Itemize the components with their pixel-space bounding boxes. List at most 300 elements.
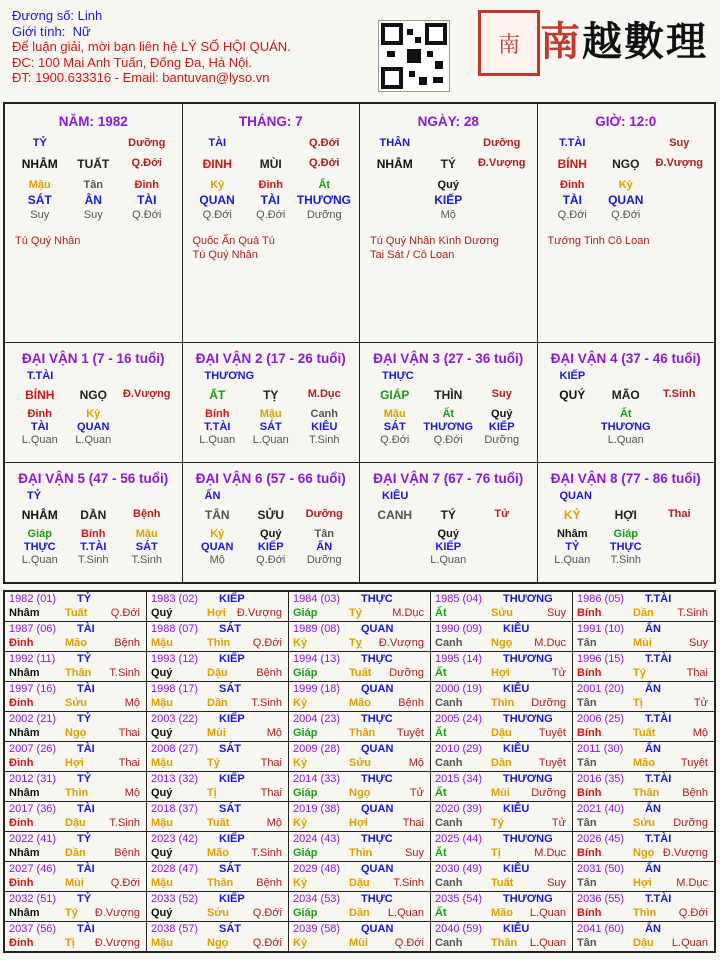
year-branch: Sửu xyxy=(65,697,88,709)
year-star: THỰC xyxy=(361,593,393,605)
pillar-hidden-star xyxy=(183,193,360,207)
pillar-hidden-item: Ất xyxy=(318,179,331,191)
year-star: TỶ xyxy=(77,893,92,905)
dai-van-hidden-item: Ất xyxy=(442,408,455,420)
dai-van-star: THỰC xyxy=(382,370,414,382)
dai-van-star: KIẾP xyxy=(559,370,586,382)
yearly-table xyxy=(3,590,716,953)
pillar-hidden-star-item xyxy=(653,193,707,207)
year-star: QUAN xyxy=(361,743,394,755)
dai-van-hidden-item: Nhâm xyxy=(556,528,588,540)
pillar-main-item: Q.Đới xyxy=(131,157,162,169)
year-phase: Mộ xyxy=(266,727,282,739)
year-branch: Tị xyxy=(633,697,643,709)
year-cell xyxy=(289,892,431,921)
year-star: KIẾP xyxy=(219,593,245,605)
year-stem: Nhâm xyxy=(9,847,40,859)
year-branch: Dần xyxy=(349,907,370,919)
dai-van-main-item: Bệnh xyxy=(133,508,161,520)
dai-van-hidden xyxy=(183,408,360,420)
year-star: THỰC xyxy=(361,653,393,665)
year-phase: Đ.Vượng xyxy=(662,847,708,859)
pillar-hidden-star-item: TÀI xyxy=(260,193,280,207)
dai-van-main-item: NGỌ xyxy=(79,388,107,402)
year-star: QUAN xyxy=(361,683,394,695)
year-branch: Tị xyxy=(491,847,501,859)
pillar-top-item: Q.Đới xyxy=(309,137,340,149)
year-star: QUAN xyxy=(361,803,394,815)
year-cell xyxy=(573,832,714,861)
year-label: 1984 (03) xyxy=(293,593,341,605)
phone-email-line: ĐT: 1900.633316 - Email: bantuvan@lyso.vn xyxy=(12,70,270,85)
year-row xyxy=(5,862,714,892)
year-cell xyxy=(147,892,289,921)
year-stem: Nhâm xyxy=(9,787,40,799)
seal-stamp: 南 xyxy=(478,10,540,76)
year-phase: Bệnh xyxy=(114,847,140,859)
year-phase: Bệnh xyxy=(114,637,140,649)
dai-van-main-item: M.Dục xyxy=(307,388,341,400)
dai-van-hidden-item: Bính xyxy=(81,528,106,540)
year-branch: Dần xyxy=(633,607,654,619)
year-cell xyxy=(573,742,714,771)
year-stem: Nhâm xyxy=(9,607,40,619)
year-branch: Tuất xyxy=(65,607,88,619)
dai-van-main xyxy=(538,388,715,402)
dai-van-hidden-item: Giáp xyxy=(613,528,638,540)
year-stem: Quý xyxy=(151,907,173,919)
year-phase: Suy xyxy=(547,877,566,889)
dai-van-hidden-item: Bính xyxy=(205,408,230,420)
year-branch: Thân xyxy=(65,667,92,679)
year-star: SÁT xyxy=(219,623,241,635)
year-label: 2037 (56) xyxy=(9,923,57,935)
year-stem: Mậu xyxy=(151,817,173,829)
pillar-hidden-star-item: TÀI xyxy=(137,193,157,207)
year-cell xyxy=(431,802,573,831)
pillar-main-item: NHÂM xyxy=(21,157,58,171)
year-star: T.TÀI xyxy=(645,713,672,725)
year-branch: Thìn xyxy=(633,907,657,919)
pillar-phase xyxy=(183,209,360,221)
year-label: 1986 (05) xyxy=(577,593,625,605)
year-row xyxy=(5,742,714,772)
year-cell xyxy=(289,592,431,621)
dai-van-hidden-star-item: KIẾP xyxy=(488,421,515,433)
dai-van-hidden-item: Tân xyxy=(314,528,335,540)
year-phase: Tử xyxy=(551,667,566,679)
year-cell xyxy=(431,772,573,801)
year-stem: Bính xyxy=(577,667,602,679)
year-label: 2002 (21) xyxy=(9,713,57,725)
dai-van-cell xyxy=(5,463,183,582)
year-label: 2026 (45) xyxy=(577,833,625,845)
year-stem: Ất xyxy=(435,847,447,859)
pillar-phase xyxy=(5,209,182,221)
pillar-hidden xyxy=(5,179,182,191)
pillar-hidden-star-item xyxy=(368,193,422,207)
year-stem: Quý xyxy=(151,607,173,619)
year-phase: Q.Đới xyxy=(252,937,282,949)
dai-van-main-item: Thai xyxy=(667,508,691,520)
pillars-grid xyxy=(3,102,716,584)
pillar-stars: Tú Quý Nhân xyxy=(15,235,81,247)
year-star: ẤN xyxy=(645,923,661,935)
year-cell xyxy=(431,712,573,741)
dai-van-hidden-star-item: KIẾP xyxy=(257,541,284,553)
dai-van-hidden-item xyxy=(653,528,707,540)
dai-van-title: ĐẠI VẬN 8 (77 - 86 tuổi) xyxy=(550,471,701,486)
year-phase: Q.Đới xyxy=(110,607,140,619)
year-phase: Thai xyxy=(260,787,282,799)
dai-van-title: ĐẠI VẬN 5 (47 - 56 tuổi) xyxy=(18,471,169,486)
year-label: 2038 (57) xyxy=(151,923,199,935)
dai-van-phase xyxy=(183,434,360,446)
year-branch: Hợi xyxy=(65,757,84,769)
dai-van-title: ĐẠI VẬN 1 (7 - 16 tuổi) xyxy=(21,351,165,366)
pillar-hidden-item: Kỷ xyxy=(210,179,225,191)
pillar-phase xyxy=(360,209,537,221)
year-stem: Canh xyxy=(435,937,463,949)
pillar-cell xyxy=(538,104,715,342)
year-label: 2041 (60) xyxy=(577,923,625,935)
dai-van-hidden-star-item: QUAN xyxy=(201,541,234,553)
year-star: TỶ xyxy=(77,773,92,785)
year-stem: Giáp xyxy=(293,607,318,619)
pillar-main xyxy=(538,157,715,171)
pillar-top-item: TÀI xyxy=(208,137,227,149)
year-star: KIÊU xyxy=(503,623,530,635)
year-stem: Bính xyxy=(577,727,602,739)
year-label: 1991 (10) xyxy=(577,623,625,635)
dai-van-main xyxy=(5,388,182,402)
dai-van-hidden-star xyxy=(5,541,182,553)
dai-van-hidden-star xyxy=(360,541,537,553)
year-star: TÀI xyxy=(77,623,95,635)
dai-van-hidden-star xyxy=(183,421,360,433)
pillar-top xyxy=(538,137,715,149)
dai-van-hidden-star-item: THỰC xyxy=(23,541,56,553)
year-branch: Mão xyxy=(349,697,371,709)
year-branch: Thìn xyxy=(207,637,231,649)
year-label: 2031 (50) xyxy=(577,863,625,875)
pillar-phase-item: Suy xyxy=(30,209,50,221)
year-branch: Mùi xyxy=(633,637,652,649)
pillar-hidden-item: Kỷ xyxy=(618,179,633,191)
year-star: QUAN xyxy=(361,863,394,875)
year-phase: L.Quan xyxy=(387,907,424,919)
year-label: 2006 (25) xyxy=(577,713,625,725)
year-branch: Ngọ xyxy=(207,937,229,949)
dai-van-hidden xyxy=(360,408,537,420)
year-stem: Canh xyxy=(435,697,463,709)
year-label: 2007 (26) xyxy=(9,743,57,755)
year-star: KIẾP xyxy=(219,893,245,905)
year-branch: Ngọ xyxy=(65,727,87,739)
year-label: 2010 (29) xyxy=(435,743,483,755)
dai-van-phase-item xyxy=(475,554,529,566)
pillar-main-item: TUẤT xyxy=(77,157,110,171)
year-cell xyxy=(147,712,289,741)
year-stem: Canh xyxy=(435,637,463,649)
year-branch: Tý xyxy=(65,907,78,919)
dai-van-hidden-item xyxy=(546,408,600,420)
year-cell xyxy=(431,892,573,921)
year-stem: Ất xyxy=(435,607,447,619)
year-label: 2034 (53) xyxy=(293,893,341,905)
dai-van-star: T.TÀI xyxy=(27,370,54,382)
dai-van-phase-item: L.Quan xyxy=(252,434,289,446)
year-cell xyxy=(5,892,147,921)
dai-van-main-item: KỶ xyxy=(563,508,581,522)
dai-van-hidden-star-item xyxy=(653,541,707,553)
dai-van-main-item: TÂN xyxy=(204,508,230,522)
year-branch: Thìn xyxy=(491,697,515,709)
dai-van-hidden-item: Mậu xyxy=(135,528,158,540)
year-label: 2020 (39) xyxy=(435,803,483,815)
year-label: 1985 (04) xyxy=(435,593,483,605)
year-star: ẤN xyxy=(645,863,661,875)
dai-van-phase-item: Dưỡng xyxy=(484,434,520,446)
year-cell xyxy=(289,802,431,831)
year-star: TÀI xyxy=(77,863,95,875)
year-star: QUAN xyxy=(361,623,394,635)
pillar-main xyxy=(183,157,360,171)
pillar-top-item: THÂN xyxy=(379,137,411,149)
year-cell xyxy=(573,922,714,951)
year-cell xyxy=(431,682,573,711)
year-stem: Canh xyxy=(435,757,463,769)
year-label: 1994 (13) xyxy=(293,653,341,665)
year-cell xyxy=(289,862,431,891)
year-phase: Tuyệt xyxy=(538,727,566,739)
year-stem: Tân xyxy=(577,817,597,829)
dai-van-main-item: Dưỡng xyxy=(305,508,343,520)
pillar-top-item: Dưỡng xyxy=(483,137,521,149)
year-label: 2003 (22) xyxy=(151,713,199,725)
year-branch: Hợi xyxy=(349,817,368,829)
year-label: 1996 (15) xyxy=(577,653,625,665)
dai-van-phase-item: L.Quan xyxy=(21,434,58,446)
year-cell xyxy=(573,652,714,681)
year-label: 2001 (20) xyxy=(577,683,625,695)
year-branch: Dần xyxy=(491,757,512,769)
year-branch: Tuất xyxy=(207,817,230,829)
dai-van-cell xyxy=(538,463,715,582)
year-label: 2008 (27) xyxy=(151,743,199,755)
dai-van-phase-item: T.Sinh xyxy=(308,434,340,446)
year-label: 1990 (09) xyxy=(435,623,483,635)
pillar-main-item: BÍNH xyxy=(557,157,587,171)
year-star: KIẾP xyxy=(219,773,245,785)
pillar-top-item xyxy=(244,137,298,149)
dai-van-hidden-star-item xyxy=(546,421,600,433)
year-phase: Đ.Vượng xyxy=(236,607,282,619)
year-label: 2015 (34) xyxy=(435,773,483,785)
year-row xyxy=(5,892,714,922)
year-label: 2013 (32) xyxy=(151,773,199,785)
dai-van-hidden-star-item: THƯƠNG xyxy=(423,421,474,433)
dai-van-main-item: QUÝ xyxy=(559,388,586,402)
year-branch: Sửu xyxy=(633,817,656,829)
year-branch: Ngọ xyxy=(633,847,655,859)
dai-van-phase-item: Mộ xyxy=(209,554,225,566)
dai-van-hidden-star-item: SÁT xyxy=(259,421,282,433)
dai-van-main-item: CANH xyxy=(377,508,413,522)
pillar-title: GIỜ: 12:0 xyxy=(595,114,657,129)
year-branch: Thân xyxy=(349,727,376,739)
year-phase: Q.Đới xyxy=(252,637,282,649)
year-star: QUAN xyxy=(361,923,394,935)
year-cell xyxy=(5,592,147,621)
year-label: 1982 (01) xyxy=(9,593,57,605)
dai-van-phase-item xyxy=(120,434,174,446)
year-star: THỰC xyxy=(361,773,393,785)
pillar-top-item: Suy xyxy=(669,137,690,149)
dai-van-hidden-item: Mậu xyxy=(383,408,406,420)
year-star: THỰC xyxy=(361,713,393,725)
year-label: 1999 (18) xyxy=(293,683,341,695)
pillars-row xyxy=(5,104,714,343)
pillar-top-item: T.TÀI xyxy=(559,137,586,149)
pillar-title: THÁNG: 7 xyxy=(238,114,303,129)
year-star: TỶ xyxy=(77,833,92,845)
year-cell xyxy=(289,772,431,801)
year-cell xyxy=(147,592,289,621)
dai-van-main xyxy=(360,508,537,522)
dai-van-hidden-star-item: THỰC xyxy=(609,541,642,553)
year-cell xyxy=(573,592,714,621)
dai-van-main-item: MÃO xyxy=(611,388,640,402)
year-stem: Ất xyxy=(435,667,447,679)
year-phase: Mộ xyxy=(124,697,140,709)
dai-van-main-item: NHÂM xyxy=(21,508,58,522)
year-stem: Nhâm xyxy=(9,667,40,679)
dai-van-hidden-star-item: KIÊU xyxy=(311,421,338,433)
year-phase: M.Dục xyxy=(676,877,708,889)
dai-van-main-item: Tử xyxy=(494,508,510,520)
year-branch: Mùi xyxy=(65,877,84,889)
year-phase: Mộ xyxy=(266,817,282,829)
dai-van-main-item: BÍNH xyxy=(25,388,55,402)
year-label: 2036 (55) xyxy=(577,893,625,905)
pillar-phase-item: Suy xyxy=(83,209,103,221)
year-phase: Thai xyxy=(118,757,140,769)
year-star: ẤN xyxy=(645,803,661,815)
dai-van-star: QUAN xyxy=(559,490,592,502)
dai-van-phase-item: T.Sinh xyxy=(77,554,109,566)
year-cell xyxy=(147,772,289,801)
dai-van-hidden xyxy=(538,408,715,420)
year-phase: Q.Đới xyxy=(394,937,424,949)
year-branch: Thân xyxy=(633,787,660,799)
year-stem: Nhâm xyxy=(9,727,40,739)
year-stem: Tân xyxy=(577,697,597,709)
year-label: 1989 (08) xyxy=(293,623,341,635)
year-star: SÁT xyxy=(219,863,241,875)
pillar-phase-item xyxy=(368,209,422,221)
dai-van-phase-item: L.Quan xyxy=(75,434,112,446)
year-cell xyxy=(431,622,573,651)
year-stem: Giáp xyxy=(293,847,318,859)
pillar-hidden-star-item: THƯƠNG xyxy=(296,193,351,207)
year-label: 2028 (47) xyxy=(151,863,199,875)
year-label: 2011 (30) xyxy=(577,743,624,755)
year-stem: Đinh xyxy=(9,937,34,949)
dai-van-hidden-star-item xyxy=(368,541,422,553)
pillar-top-item xyxy=(599,137,653,149)
year-stem: Kỷ xyxy=(293,817,308,829)
dai-van-phase xyxy=(5,554,182,566)
year-branch: Mão xyxy=(633,757,655,769)
year-stem: Mậu xyxy=(151,757,173,769)
year-stem: Quý xyxy=(151,727,173,739)
pillar-hidden-star-item: QUAN xyxy=(199,193,235,207)
qr-code xyxy=(378,20,450,92)
dai-van-cell xyxy=(5,343,183,462)
dai-van-main-item: THÌN xyxy=(434,388,463,402)
brand-logo: 南越數理 xyxy=(540,18,708,65)
year-star: ẤN xyxy=(645,623,661,635)
dai-van-title: ĐẠI VẬN 2 (17 - 26 tuổi) xyxy=(195,351,346,366)
year-phase: M.Dục xyxy=(392,607,424,619)
year-star: TÀI xyxy=(77,683,95,695)
year-phase: Bệnh xyxy=(682,787,708,799)
year-phase: L.Quan xyxy=(671,937,708,949)
year-cell xyxy=(147,922,289,951)
dai-van-hidden-star-item: SÁT xyxy=(135,541,158,553)
year-stem: Bính xyxy=(577,787,602,799)
year-branch: Thân xyxy=(207,877,234,889)
dai-van-cell xyxy=(360,463,538,582)
year-phase: Đ.Vượng xyxy=(94,907,140,919)
dai-van-hidden-item xyxy=(475,528,529,540)
year-star: KIÊU xyxy=(503,803,530,815)
dai-van-hidden-item: Mậu xyxy=(259,408,282,420)
year-label: 1997 (16) xyxy=(9,683,57,695)
year-cell xyxy=(5,922,147,951)
year-star: T.TÀI xyxy=(645,893,672,905)
year-phase: Thai xyxy=(402,817,424,829)
year-label: 2029 (48) xyxy=(293,863,341,875)
year-label: 2022 (41) xyxy=(9,833,57,845)
pillar-main xyxy=(5,157,182,171)
dai-van-phase-item: L.Quan xyxy=(21,554,58,566)
year-branch: Thân xyxy=(491,937,518,949)
year-stem: Mậu xyxy=(151,697,173,709)
pillar-top-item: Dưỡng xyxy=(128,137,166,149)
pillar-hidden-item: Đinh xyxy=(258,179,283,191)
pillar-hidden xyxy=(183,179,360,191)
year-branch: Tý xyxy=(207,757,220,769)
year-cell xyxy=(431,592,573,621)
year-stem: Giáp xyxy=(293,667,318,679)
year-label: 2039 (58) xyxy=(293,923,341,935)
year-stem: Đinh xyxy=(9,637,34,649)
dai-van-main-item: DẦN xyxy=(80,508,107,522)
year-stem: Quý xyxy=(151,787,173,799)
year-star: THỰC xyxy=(361,893,393,905)
pillar-stars: Tú Quý Nhân Kình Dương xyxy=(370,235,499,247)
pillar-top xyxy=(360,137,537,149)
year-cell xyxy=(5,862,147,891)
dai-van-main-item: T.Sinh xyxy=(663,388,696,400)
year-row xyxy=(5,772,714,802)
dai-van-hidden-star xyxy=(183,541,360,553)
year-stem: Bính xyxy=(577,847,602,859)
dai-van-hidden-star-item: ẤN xyxy=(316,541,333,553)
year-star: KIÊU xyxy=(503,683,530,695)
